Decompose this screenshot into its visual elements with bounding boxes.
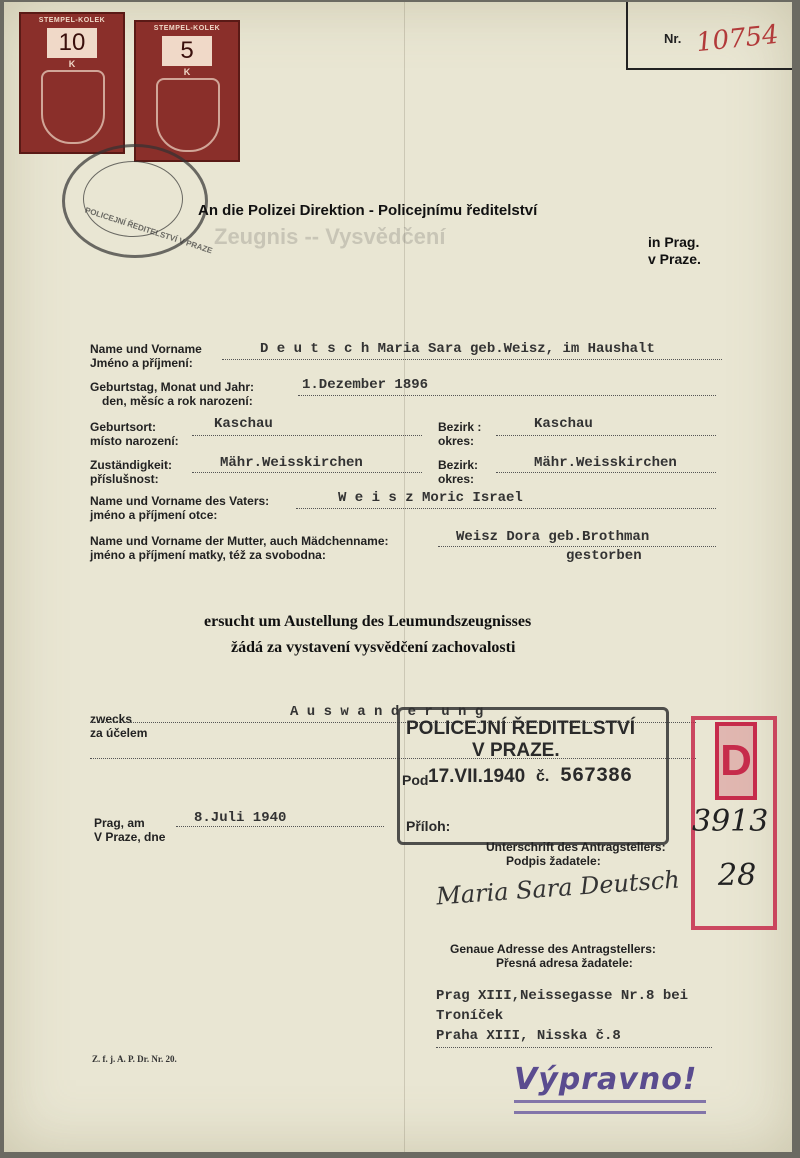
- address-line: [436, 1046, 712, 1048]
- stamp-unit: K: [183, 67, 191, 77]
- vypravno-stamp: Výpravno!: [514, 1062, 698, 1097]
- jurisdiction-value: Mähr.Weisskirchen: [220, 455, 363, 471]
- red-stamp-letter: D: [715, 722, 757, 800]
- vypravno-underline: [514, 1100, 706, 1114]
- birthplace-value: Kaschau: [214, 416, 273, 432]
- police-stamp-number: 567386: [560, 765, 633, 788]
- form-code: Z. f. j. A. P. Dr. Nr. 20.: [92, 1054, 177, 1064]
- stamp-value: 10: [47, 28, 97, 58]
- birthplace-district-label: Bezirk : okres:: [438, 420, 482, 448]
- place-date-value: 8.Juli 1940: [194, 810, 287, 826]
- applicant-signature: Maria Sara Deutsch: [435, 865, 681, 911]
- father-value: W e i s z Moric Israel: [338, 490, 523, 506]
- jurisdiction-label: Zuständigkeit: příslušnost:: [90, 458, 173, 486]
- name-line: [222, 358, 722, 360]
- address-line-2: Troníček: [436, 1008, 504, 1024]
- jurisdiction-district-label: Bezirk: okres:: [438, 458, 479, 486]
- place-date-label: Prag, am V Praze, dne: [94, 816, 166, 844]
- name-label: Name und Vorname Jméno a příjmení:: [90, 342, 202, 370]
- father-line: [296, 507, 716, 509]
- document-page: [4, 2, 792, 1152]
- ghost-title: Zeugnis -- Vysvědčení: [214, 224, 446, 249]
- mother-value: Weisz Dora geb.Brothman: [456, 529, 650, 545]
- police-stamp-footer: Příloh:: [406, 818, 451, 834]
- birthdate-value: 1.Dezember 1896: [302, 377, 429, 393]
- police-stamp-line1: POLICEJNÍ ŘEDITELSTVÍ: [406, 718, 636, 739]
- paper-fold: [404, 2, 405, 1152]
- police-stamp-number-prefix: č.: [536, 768, 550, 785]
- mother-note: gestorben: [566, 548, 642, 564]
- purpose-label: zwecks za účelem: [90, 712, 148, 740]
- name-value: D e u t s c h Maria Sara geb.Weisz, im Haushalt: [260, 341, 655, 357]
- police-stamp-date: 17.VII.1940: [428, 766, 526, 787]
- birthplace-district-line: [496, 434, 716, 436]
- lion-emblem-icon: [41, 70, 105, 144]
- mother-label: Name und Vorname der Mutter, auch Mädchenname: jméno a příjmení matky, též za svobodna:: [90, 534, 389, 562]
- address-label: Genaue Adresse des Antragstellers: Přesná adresa žadatele:: [450, 942, 656, 970]
- birthplace-label: Geburtsort: místo narození:: [90, 420, 179, 448]
- city-de: in Prag.: [648, 234, 700, 250]
- seal-text: POLICEJNÍ ŘEDITELSTVÍ V PRAZE: [83, 205, 214, 256]
- jurisdiction-district-line: [496, 471, 716, 473]
- red-stamp-num2: 28: [718, 858, 757, 893]
- nr-label: Nr.: [664, 31, 682, 46]
- birthplace-line: [192, 434, 422, 436]
- stamp-unit: K: [68, 59, 76, 69]
- lion-emblem-icon: [156, 78, 220, 152]
- request-de: ersucht um Austellung des Leumundszeugnisses: [204, 613, 532, 630]
- stamp-head: STEMPEL-KOLEK: [38, 17, 106, 24]
- revenue-stamp-5: [134, 20, 240, 162]
- father-label: Name und Vorname des Vaters: jméno a příjmení otce:: [90, 494, 270, 522]
- birthplace-district-value: Kaschau: [534, 416, 593, 432]
- purpose-value: A u s w a n d e r u n g: [290, 704, 484, 720]
- mother-line: [438, 545, 716, 547]
- city-cz: v Praze.: [648, 251, 701, 267]
- red-stamp-num1: 3913: [692, 804, 769, 839]
- jurisdiction-district-value: Mähr.Weisskirchen: [534, 455, 677, 471]
- revenue-stamp-10: [19, 12, 125, 154]
- police-stamp-date-prefix: Pod: [402, 772, 429, 788]
- address-line-3: Praha XIII, Nisska č.8: [436, 1028, 621, 1044]
- stamp-value: 5: [162, 36, 212, 66]
- stamp-head: STEMPEL-KOLEK: [153, 25, 221, 32]
- jurisdiction-line: [192, 471, 422, 473]
- signature-label: Unterschrift des Antragstellers: Podpis žadatele:: [486, 840, 666, 868]
- nr-value: 10754: [694, 19, 781, 59]
- birthdate-line: [298, 394, 716, 396]
- birthdate-label: Geburtstag, Monat und Jahr: den, měsíc a rok narození:: [90, 380, 255, 408]
- address-line-1: Prag XIII,Neissegasse Nr.8 bei: [436, 988, 689, 1004]
- request-cz: žádá za vystavení vysvědčení zachovalosti: [231, 639, 516, 656]
- addressee: An die Polizei Direktion - Policejnímu ředitelství: [198, 202, 538, 219]
- police-stamp-line2: V PRAZE.: [472, 740, 560, 761]
